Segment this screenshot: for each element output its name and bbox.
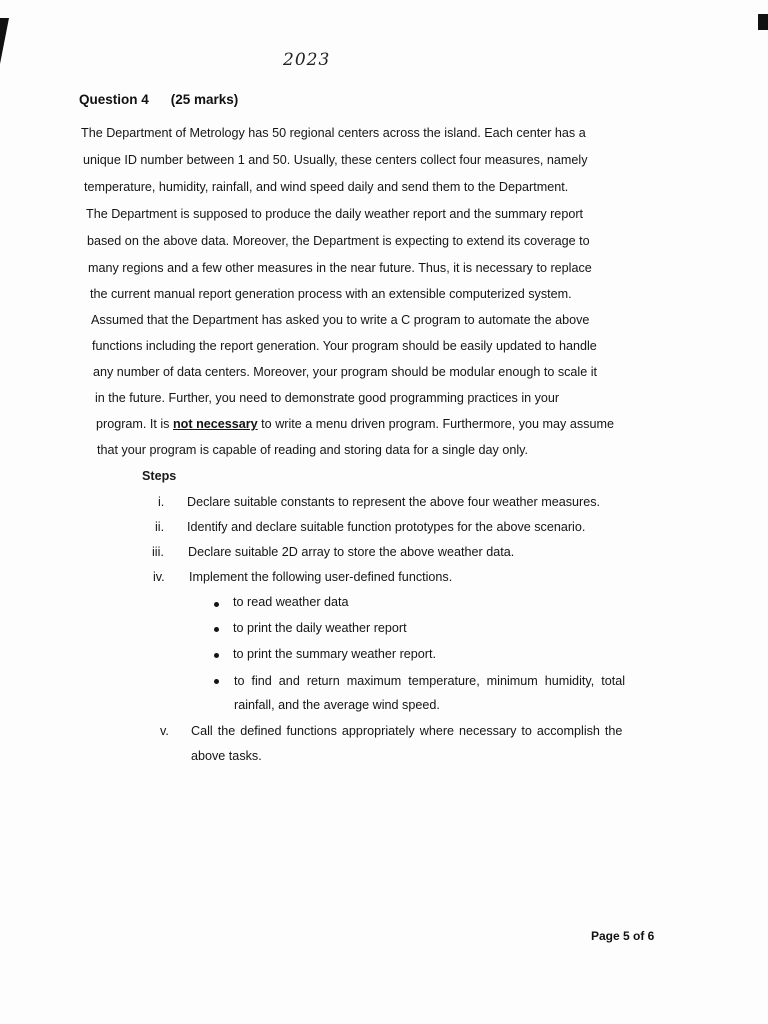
question-title: Question 4 [79, 92, 149, 107]
scan-edge-mark-left [0, 18, 9, 64]
paragraph-line: temperature, humidity, rainfall, and wind speed daily and send them to the Department. [84, 180, 569, 194]
step-text: Declare suitable constants to represent the above four weather measures. [187, 495, 601, 509]
paragraph-line: functions including the report generation. Your program should be easily updated to handle [92, 339, 597, 353]
page-number: Page 5 of 6 [591, 929, 655, 943]
bullet-icon [214, 602, 219, 607]
step-number: iii. [152, 545, 164, 559]
paragraph-line [96, 417, 614, 431]
question-heading [79, 92, 238, 107]
step-text: Call the defined functions appropriately where necessary to accomplish the [191, 724, 623, 738]
paragraph-line: The Department is supposed to produce the daily weather report and the summary report [86, 207, 584, 221]
paragraph-line: The Department of Metrology has 50 regional centers across the island. Each center has a [81, 126, 586, 140]
step-text: Identify and declare suitable function prototypes for the above scenario. [187, 520, 586, 534]
paragraph-line: the current manual report generation process with an extensible computerized system. [90, 287, 572, 301]
paragraph-line: Assumed that the Department has asked you to write a C program to automate the above [91, 313, 590, 327]
step-text: Declare suitable 2D array to store the above weather data. [188, 545, 515, 559]
handwritten-year: 2023 [283, 50, 331, 70]
step-number: v. [160, 724, 169, 738]
bullet-icon [214, 627, 219, 632]
paragraph-line: that your program is capable of reading and storing data for a single day only. [97, 443, 529, 457]
paragraph-line: unique ID number between 1 and 50. Usually, these centers collect four measures, namely [83, 153, 588, 167]
bullet-text: to print the daily weather report [233, 621, 407, 635]
step-number: ii. [155, 520, 165, 534]
bullet-icon [214, 653, 219, 658]
bullet-text: to read weather data [233, 595, 349, 609]
step-number: iv. [153, 570, 165, 584]
paragraph-text: program. It is [96, 417, 173, 431]
steps-heading: Steps [142, 469, 177, 483]
question-marks: (25 marks) [170, 92, 239, 107]
paragraph-line: based on the above data. Moreover, the Department is expecting to extend its coverage to [87, 234, 590, 248]
paragraph-line: any number of data centers. Moreover, your program should be modular enough to scale it [93, 365, 598, 379]
emphasis-not-necessary: not necessary [172, 417, 258, 431]
bullet-text-continued: rainfall, and the average wind speed. [234, 698, 440, 712]
paragraph-text: to write a menu driven program. Furthermore, you may assume [257, 417, 614, 431]
step-text-continued: above tasks. [191, 749, 262, 763]
step-number: i. [158, 495, 165, 509]
paragraph-line: in the future. Further, you need to demonstrate good programming practices in your [95, 391, 560, 405]
step-text: Implement the following user-defined functions. [189, 570, 453, 584]
bullet-text: to find and return maximum temperature, minimum humidity, total [234, 674, 626, 688]
bullet-text: to print the summary weather report. [233, 647, 436, 661]
bullet-icon [214, 679, 219, 684]
paragraph-line: many regions and a few other measures in the near future. Thus, it is necessary to replace [88, 261, 592, 275]
scan-edge-mark-right [758, 14, 768, 30]
